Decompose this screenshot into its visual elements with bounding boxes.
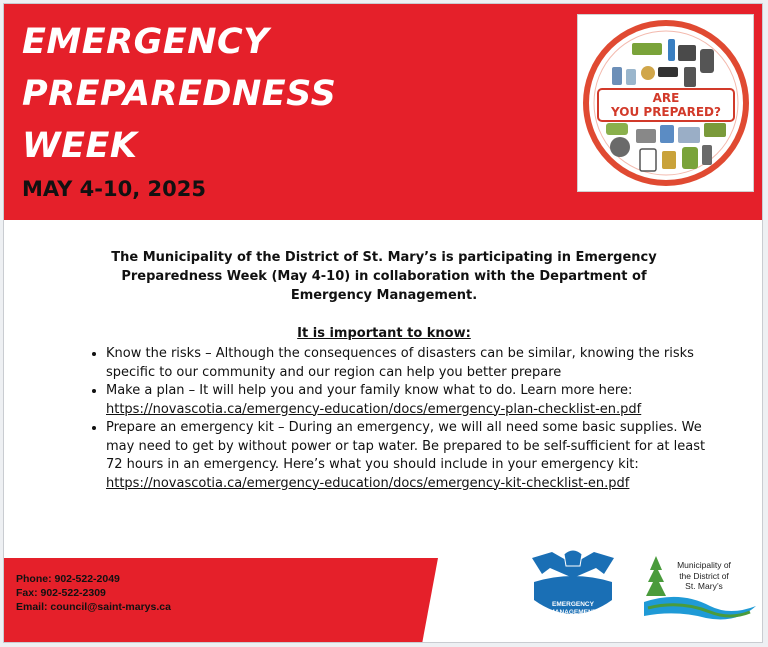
money-icon <box>636 129 656 143</box>
contact-info <box>16 572 171 614</box>
can-icon <box>641 66 655 80</box>
title-line-1: EMERGENCY <box>22 22 270 62</box>
municipality-name <box>668 560 740 592</box>
first-aid-kit-icon <box>678 45 696 61</box>
bottle-icon-2 <box>626 69 636 85</box>
water-bottle-icon <box>668 39 675 61</box>
list-item-text: Prepare an emergency kit – During an emergency, we will all need some basic supplies. We may need to get by without power or tap water. Be prepared to be self-sufficient for at least 72 hours in an emergency. Here’s what you should include in your emergency kit: <box>106 420 706 472</box>
checklist-icon <box>640 149 656 171</box>
title-line-3: WEEK <box>22 126 138 166</box>
are-you-prepared-badge <box>577 14 754 192</box>
intro-paragraph: The Municipality of the District of St. Mary’s is participating in Emergency Preparedness Week (May 4-10) in collaboration with the Department of Emergency Management. <box>111 250 657 303</box>
contact-email[interactable]: Email: council@saint-marys.ca <box>16 601 171 613</box>
list-item <box>106 382 706 419</box>
em-logo-line-1: EMERGENCY <box>552 601 594 608</box>
municipality-line-2: the District of <box>679 570 729 581</box>
badge-graphic <box>578 15 753 191</box>
tape-roll-icon <box>610 137 630 157</box>
flashlight-icon <box>632 43 662 55</box>
bottle-icon <box>612 67 622 85</box>
contact-fax: Fax: 902-522-2309 <box>16 587 106 599</box>
clothing-icon <box>700 49 714 73</box>
list-item-text: Know the risks – Although the consequences of disasters can be similar, knowing the risks specific to our community and our region can help you better prepare <box>106 346 694 380</box>
contact-phone: Phone: 902-522-2049 <box>16 573 120 585</box>
title-line-2: PREPAREDNESS <box>22 74 337 114</box>
plan-checklist-link[interactable]: https://novascotia.ca/emergency-education/docs/emergency-plan-checklist-en.pdf <box>106 401 642 417</box>
em-logo-line-2: MANAGEMENT <box>549 609 597 616</box>
municipality-line-3: St. Mary’s <box>685 581 723 591</box>
list-item <box>106 419 706 493</box>
list-item <box>106 345 706 382</box>
important-list <box>86 345 706 493</box>
kit-checklist-link[interactable]: https://novascotia.ca/emergency-education/docs/emergency-kit-checklist-en.pdf <box>106 475 630 491</box>
emergency-management-logo <box>526 544 620 628</box>
phone-icon <box>662 151 676 169</box>
municipality-line-1: Municipality of <box>677 560 731 570</box>
extinguisher-icon <box>682 147 698 169</box>
flashlight-icon-2 <box>704 123 726 137</box>
radio-icon <box>678 127 700 143</box>
battery-icon <box>702 145 712 165</box>
flyer-page <box>3 3 763 643</box>
jacket-icon <box>684 67 696 87</box>
shoe-icon <box>658 67 678 77</box>
important-heading: It is important to know: <box>297 326 471 341</box>
badge-text-line-2: YOU PREPARED? <box>611 105 721 119</box>
list-item-text: Make a plan – It will help you and your family know what to do. Learn more here: <box>106 383 633 398</box>
gloves-icon <box>606 123 628 135</box>
badge-text-line-1: ARE <box>652 91 680 105</box>
header-banner <box>4 4 763 220</box>
event-dates: MAY 4-10, 2025 <box>22 177 206 201</box>
tool-icon <box>660 125 674 143</box>
